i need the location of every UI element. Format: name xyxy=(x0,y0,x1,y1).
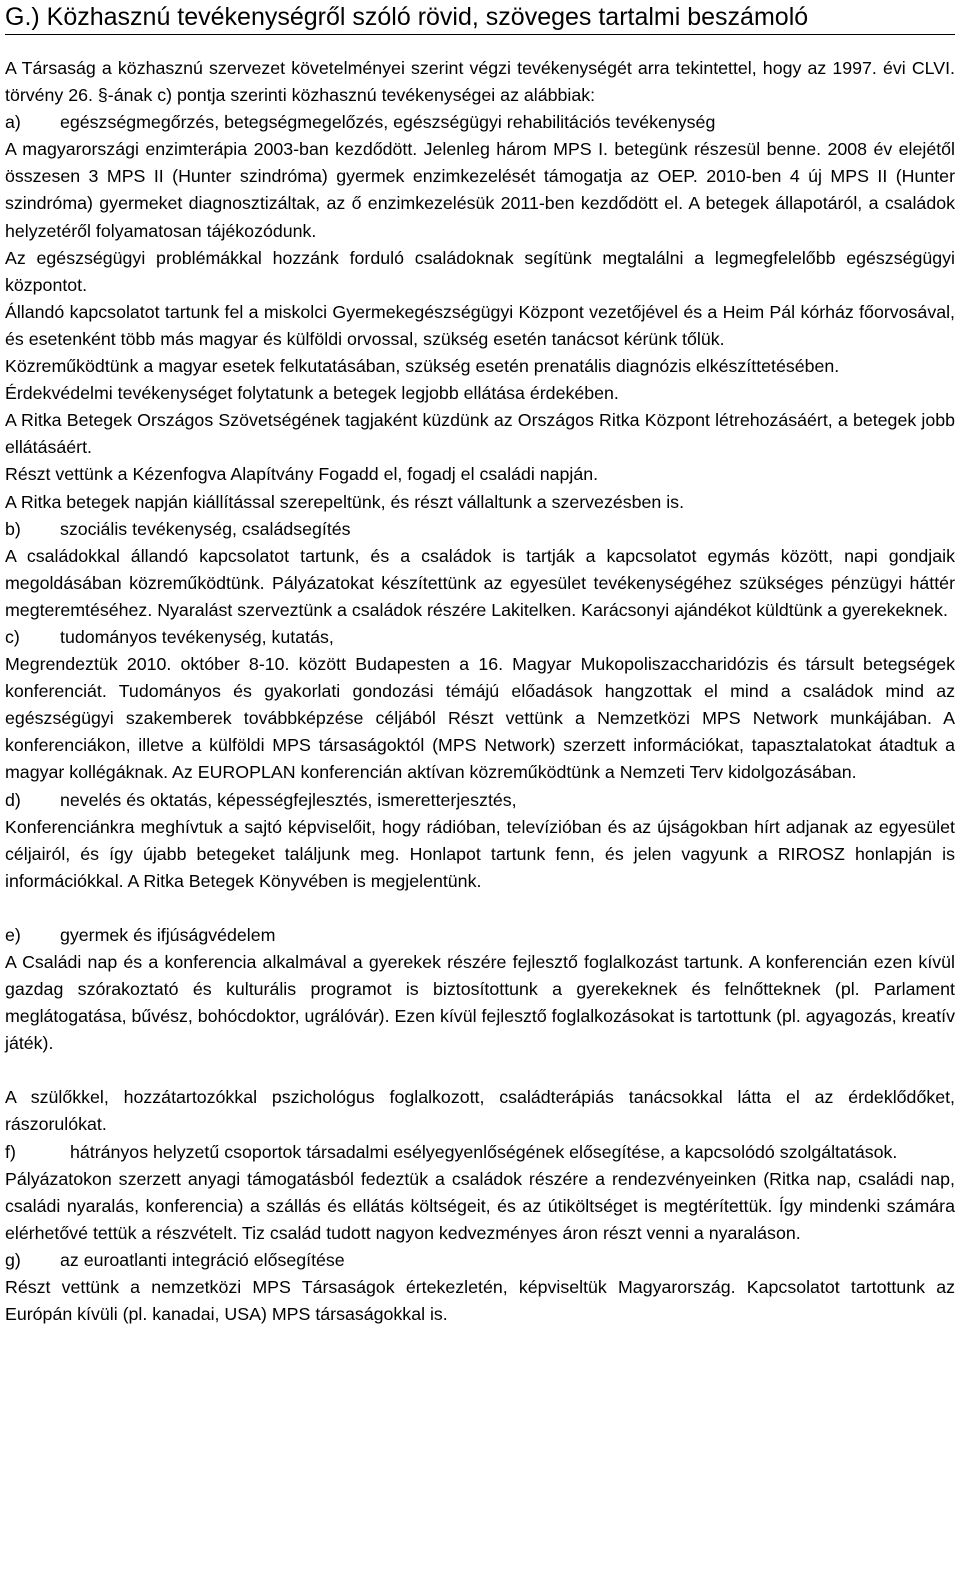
section-e-heading xyxy=(5,922,955,949)
section-b-paragraph-1: A családokkal állandó kapcsolatot tartunk, és a családok is tartják a kapcsolatot egymás között, napi gondjaik megoldásában közreműködtünk. Pályázatokat készítettünk az egyesület tevékenységéhez szükséges pénzügyi háttér megteremtéséhez. Nyaralást szerveztünk a családok részére Lakitelken. Karácsonyi ajándékot küldtünk a gyerekeknek. xyxy=(5,545,955,620)
section-e-paragraph-2: A szülőkkel, hozzátartozókkal pszichológus foglalkozott, családterápiás tanácsokkal látta el az érdeklődőket, rászorulókat. xyxy=(5,1087,955,1135)
section-f-title: hátrányos helyzetű csoportok társadalmi esélyegyenlőségének elősegítése, a kapcsolódó szolgáltatások. xyxy=(70,1141,898,1162)
intro-paragraph: A Társaság a közhasznú szervezet követelményei szerint végzi tevékenységét arra tekintettel, hogy az 1997. évi CLVI. törvény 26. §-ának c) pontja szerinti közhasznú tevékenységei az alábbiak: xyxy=(5,58,955,106)
section-a-paragraph-1: A magyarországi enzimterápia 2003-ban kezdődött. Jelenleg három MPS I. betegünk részesül benne. 2008 év elejétől összesen 3 MPS II (Hunter szindróma) gyermek enzimkezelését támogatja az OEP. 2010-ben 4 új MPS II (Hunter szindróma) gyermeket diagnosztizáltak, az ő enzimkezelésük 2011-ben kezdődött el. A betegek állapotáról, a családok helyzetéről folyamatosan tájékozódunk. xyxy=(5,139,955,241)
section-d-heading xyxy=(5,787,955,814)
section-a-title: egészségmegőrzés, betegségmegelőzés, egészségügyi rehabilitációs tevékenység xyxy=(60,112,716,133)
section-a-paragraph-8: A Ritka betegek napján kiállítással szerepeltünk, és részt vállaltunk a szervezésben is. xyxy=(5,491,685,512)
section-g-paragraph-1: Részt vettünk a nemzetközi MPS Társaságok értekezletén, képviseltük Magyarország. Kapcsolatot tartottunk az Európán kívüli (pl. kanadai, USA) MPS társaságokkal is. xyxy=(5,1277,955,1325)
section-a-paragraph-6: A Ritka Betegek Országos Szövetségének tagjaként küzdünk az Országos Ritka Központ létrehozásáért, a betegek jobb ellátásáért. xyxy=(5,410,955,458)
section-g-letter: g) xyxy=(5,1249,21,1270)
section-c-letter: c) xyxy=(5,626,20,647)
section-a-paragraph-7: Részt vettünk a Kézenfogva Alapítvány Fogadd el, fogadj el családi napján. xyxy=(5,464,599,485)
section-g-title: az euroatlanti integráció elősegítése xyxy=(60,1249,345,1270)
spacer xyxy=(5,1057,955,1084)
section-d-paragraph-1: Konferenciánkra meghívtuk a sajtó képviselőit, hogy rádióban, televízióban és az újságokban hírt adjanak az egyesület céljairól, és így újabb betegeket találjunk meg. Honlapot tartunk fenn, és jelen vagyunk a RIROSZ honlapján is információkkal. A Ritka Betegek Könyvében is megjelentünk. xyxy=(5,816,955,891)
section-a-paragraph-2: Az egészségügyi problémákkal hozzánk forduló családoknak segítünk megtalálni a legmegfelelőbb egészségügyi központot. xyxy=(5,247,955,295)
section-a-paragraph-5: Érdekvédelmi tevékenységet folytatunk a betegek legjobb ellátása érdekében. xyxy=(5,383,619,404)
section-e-letter: e) xyxy=(5,924,21,945)
section-f-heading xyxy=(5,1139,955,1166)
section-c-paragraph-1: Megrendeztük 2010. október 8-10. között Budapesten a 16. Magyar Mukopoliszaccharidózis és társult betegségek konferenciát. Tudományos és gyakorlati gondozási témájú előadások hangzottak el mind a családok mind az egészségügyi szakemberek továbbképzése céljából Részt vettünk a Nemzetközi MPS Network munkájában. A konferenciákon, illetve a külföldi MPS társaságoktól (MPS Network) szerzett információkat, tapasztalatokat átadtuk a magyar kollégáknak. Az EUROPLAN konferencián aktívan közreműködtünk a Nemzeti Terv kidolgozásában. xyxy=(5,654,955,783)
spacer xyxy=(5,895,955,922)
section-a-letter: a) xyxy=(5,112,21,133)
section-a-paragraph-4: Közreműködtünk a magyar esetek felkutatásában, szükség esetén prenatális diagnózis elkészíttetésében. xyxy=(5,356,840,377)
document-body xyxy=(5,55,955,1328)
section-a-paragraph-3: Állandó kapcsolatot tartunk fel a miskolci Gyermekegészségügyi Központ vezetőjével és a Heim Pál kórház főorvosával, és esetenként több más magyar és külföldi orvossal, szükség esetén tanácsot kérünk tőlük. xyxy=(5,301,955,349)
section-b-title: szociális tevékenység, családsegítés xyxy=(60,518,351,539)
section-e-paragraph-1: A Családi nap és a konferencia alkalmával a gyerekek részére fejlesztő foglalkozást tartunk. A konferencián ezen kívül gazdag szórakoztató és kulturális programot is biztosítottunk a gyerekeknek és felnőtteknek (pl. Parlament meglátogatása, bűvész, bohócdoktor, ugrálóvár). Ezen kívül fejlesztő foglalkozásokat is tartottunk (pl. agyagozás, kreatív játék). xyxy=(5,952,955,1054)
section-c-title: tudományos tevékenység, kutatás, xyxy=(60,626,334,647)
section-g-heading xyxy=(5,1247,955,1274)
section-a-heading xyxy=(5,109,955,136)
section-d-title: nevelés és oktatás, képességfejlesztés, ismeretterjesztés, xyxy=(60,789,517,810)
section-b-heading xyxy=(5,516,955,543)
section-d-letter: d) xyxy=(5,789,21,810)
page-title: G.) Közhasznú tevékenységről szóló rövid, szöveges tartalmi beszámoló xyxy=(5,2,955,35)
section-f-letter: f) xyxy=(5,1141,16,1162)
section-b-letter: b) xyxy=(5,518,21,539)
section-f-paragraph-1: Pályázatokon szerzett anyagi támogatásból fedeztük a családok részére a rendezvényeinken (Ritka nap, családi nap, családi nyaralás, konferencia) a szállás és ellátás költségeit, és az útiköltséget is megtérítettük. Így mindenki számára elérhetővé tettük a részvételt. Tiz család tudott nagyon kedvezményes áron részt venni a nyaraláson. xyxy=(5,1168,955,1243)
section-e-title: gyermek és ifjúságvédelem xyxy=(60,924,276,945)
document-page xyxy=(5,0,955,1328)
section-c-heading xyxy=(5,624,955,651)
